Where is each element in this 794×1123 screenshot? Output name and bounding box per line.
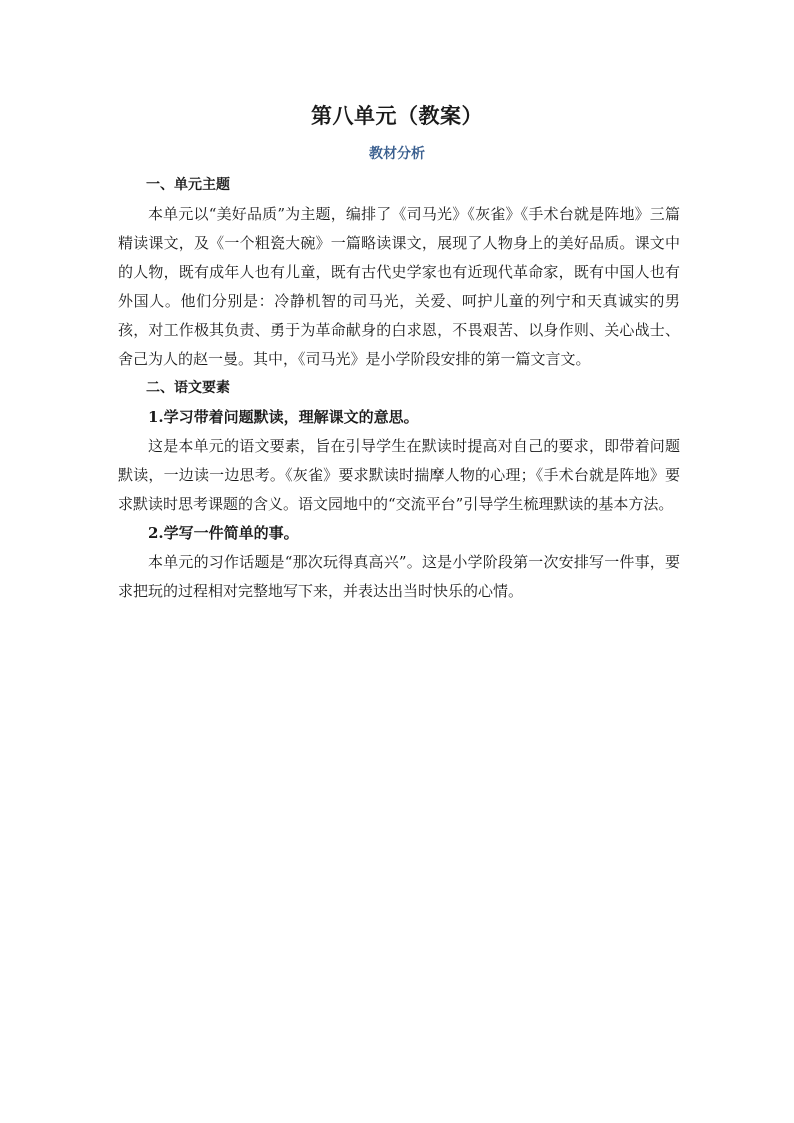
section-heading-theme: 一、单元主题 [146, 177, 230, 193]
section-paragraph-theme: 本单元以“美好品质”为主题，编排了《司马光》《灰雀》《手术台就是阵地》三篇精读课文，及《一个粗瓷大碗》一篇略读课文，展现了人物身上的美好品质。课文中的人物，既有成年人也有儿童，既有古代史学家也有近现代革命家，既有中国人也有外国人。他们分别是：冷静机智的司马光，关爱、呵护儿童的列宁和天真诚实的男孩，对工作极其负责、勇于为革命献身的白求恩，不畏艰苦、以身作则、关心战士、舍己为人的赵一曼。其中，《司马光》是小学阶段安排的第一篇文言文。 [118, 205, 680, 368]
paragraph-silent-reading: 这是本单元的语文要素，旨在引导学生在默读时提高对自己的要求，即带着问题默读，一边读一边思考。《灰雀》要求默读时揣摩人物的心理；《手术台就是阵地》要求默读时思考课题的含义。语文园地中的“交流平台”引导学生梳理默读的基本方法。 [118, 437, 680, 513]
page-subtitle: 教材分析 [369, 146, 425, 162]
document-body [118, 171, 680, 606]
section-heading-elements: 二、语文要素 [146, 380, 230, 396]
page-title: 第八单元（教案） [311, 103, 483, 128]
sub-heading-silent-reading: 1.学习带着问题默读，理解课文的意思。 [148, 408, 419, 426]
paragraph-writing: 本单元的习作话题是“那次玩得真高兴”。这是小学阶段第一次安排写一件事，要求把玩的过程相对完整地写下来，并表达出当时快乐的心情。 [118, 553, 680, 600]
sub-heading-writing: 2.学写一件简单的事。 [148, 524, 299, 542]
